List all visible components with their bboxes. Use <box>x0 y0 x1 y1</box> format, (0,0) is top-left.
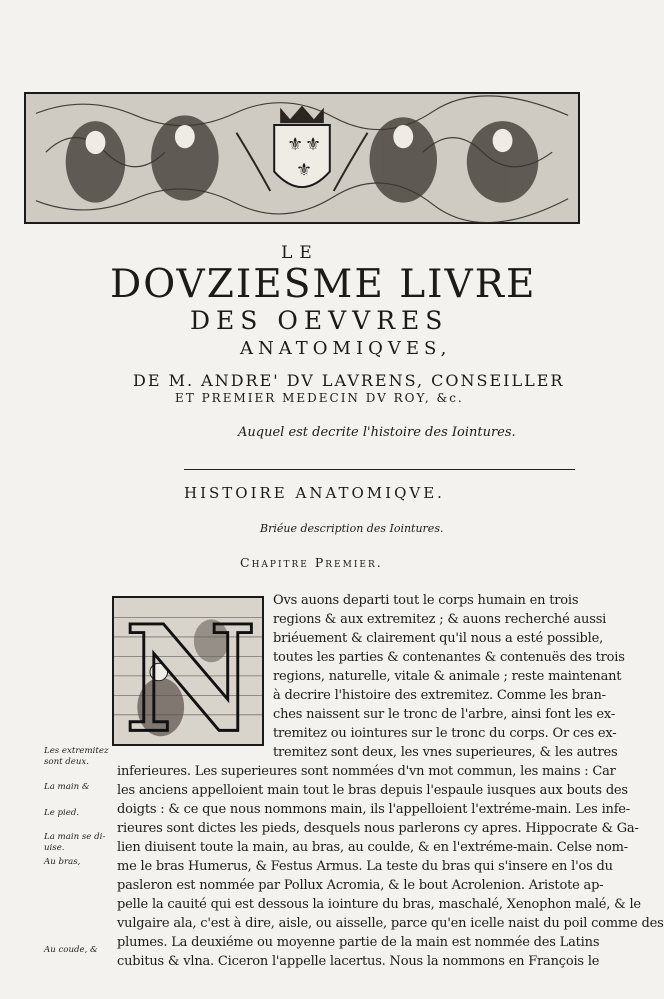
author-line-2: ET PREMIER MEDECIN DV ROY, &c. <box>175 391 464 405</box>
decorated-initial-engraving <box>114 594 262 766</box>
margin-note: Les extremitez <box>44 746 109 756</box>
body-line: inferieures. Les superieures sont nommées d'vn mot commun, les mains : Car <box>117 764 616 779</box>
body-line: regions, naturelle, vitale & animale ; reste maintenant <box>273 669 622 684</box>
margin-note: Au bras, <box>44 857 81 867</box>
author-line: DE M. ANDRE' DV LAVRENS, CONSEILLER <box>133 371 565 390</box>
margin-note: Au coude, & <box>44 945 98 955</box>
margin-note: uise. <box>44 843 65 853</box>
body-line: pasleron est nommée par Pollux Acromia, & le bout Acrolenion. Aristote ap- <box>117 878 604 893</box>
body-line: ches naissent sur le tronc de l'arbre, ainsi font les ex- <box>273 707 616 722</box>
initial-letter: N <box>123 594 258 766</box>
body-line: vulgaire ala, c'est à dire, aisle, ou aisselle, parce qu'en icelle naist du poil comme des <box>117 916 664 931</box>
body-line: rieures sont dictes les pieds, desquels nous parlerons cy apres. Hippocrate & Ga- <box>117 821 639 836</box>
body-line: tremitez ou iointures sur le tronc du corps. Or ces ex- <box>273 726 617 741</box>
book-title: DOVZIESME LIVRE <box>110 262 537 307</box>
section-divider <box>184 469 575 470</box>
chapter-heading: Chapitre Premier. <box>240 555 383 570</box>
svg-text:⚜: ⚜ <box>287 135 304 156</box>
book-subtitle: DES OEVVRES <box>190 306 449 335</box>
body-line: regions & aux extremitez ; & auons recherché aussi <box>273 612 607 627</box>
heading-le: LE <box>281 243 319 263</box>
book-subtitle-2: ANATOMIQVES, <box>240 338 452 359</box>
decorated-initial <box>112 594 264 766</box>
body-line: cubitus & vlna. Ciceron l'appelle lacertus. Nous la nommons en François le <box>117 954 600 969</box>
body-line: tremitez sont deux, les vnes superieures, & les autres <box>273 745 618 760</box>
margin-note: sont deux. <box>44 757 90 767</box>
ornamental-headpiece <box>24 92 580 224</box>
body-line: toutes les parties & contenantes & contenuës des trois <box>273 650 625 665</box>
body-line: doigts : & ce que nous nommons main, ils l'appelloient l'extréme-main. Les infe- <box>117 802 630 817</box>
body-line: Ovs auons departi tout le corps humain en trois <box>273 593 579 608</box>
body-line: les anciens appelloient main tout le bras depuis l'espaule iusques aux bouts des <box>117 783 628 798</box>
margin-note: La main & <box>44 782 90 792</box>
margin-note: Le pied. <box>44 808 80 818</box>
section-title: HISTOIRE ANATOMIQVE. <box>184 484 445 502</box>
svg-text:⚜: ⚜ <box>304 135 322 156</box>
book-description: Auquel est decrite l'histoire des Iointures. <box>238 425 516 440</box>
svg-text:⚜: ⚜ <box>296 160 313 181</box>
margin-note: La main se di- <box>44 832 106 842</box>
headpiece-engraving <box>26 94 578 222</box>
section-brief: Briéue description des Iointures. <box>260 522 444 535</box>
body-line: me le bras Humerus, & Festus Armus. La teste du bras qui s'insere en l'os du <box>117 859 613 874</box>
body-line: briéuement & clairement qu'il nous a esté possible, <box>273 631 604 646</box>
body-line: lien diuisent toute la main, au bras, au coulde, & en l'extréme-main. Celse nom- <box>117 840 628 855</box>
body-line: plumes. La deuxiéme ou moyenne partie de la main est nommée des Latins <box>117 935 600 950</box>
body-line: pelle la cauité qui est dessous la iointure du bras, maschalé, Xenophon malé, & le <box>117 897 641 912</box>
body-line: à decrire l'histoire des extremitez. Comme les bran- <box>273 688 606 703</box>
